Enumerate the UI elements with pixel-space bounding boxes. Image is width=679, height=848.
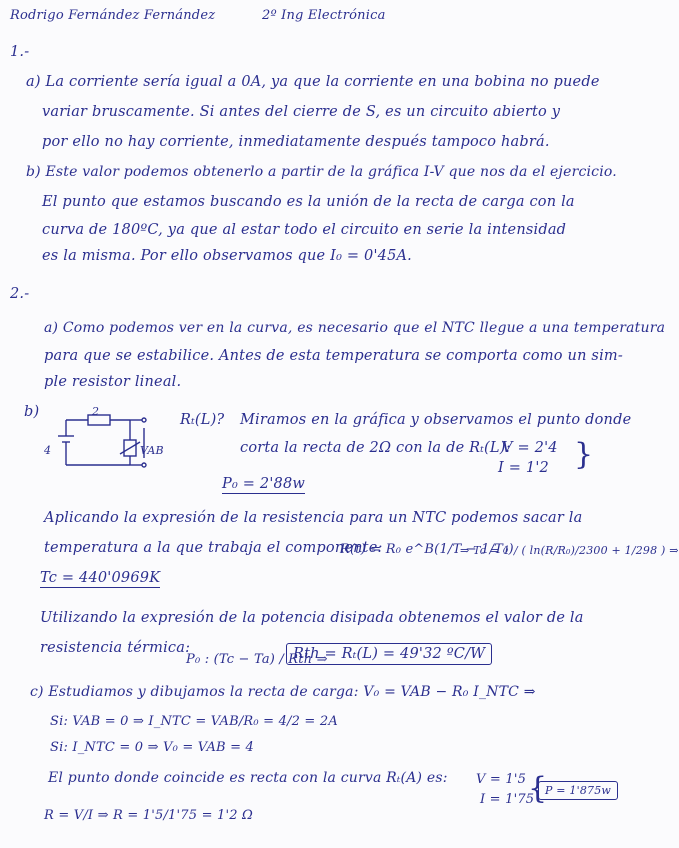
brace: } xyxy=(574,437,594,472)
ntc-equation: R(t) = R₀ e^B(1/T − 1/T₀) xyxy=(340,542,514,557)
ex1-b-line-1: b) Este valor podemos obtenerlo a partir de la gráfica I-V que nos da el ejercicio. xyxy=(26,164,617,180)
ex2-b-text-2: corta la recta de 2Ω con la de Rₜ(L): xyxy=(240,440,511,456)
ex2-c-line-1: Aplicando la expresión de la resistencia para un NTC podemos sacar la xyxy=(44,510,583,526)
ex1-b-line-3: curva de 180ºC, ya que al estar todo el circuito en serie la intensidad xyxy=(42,222,567,238)
ex2-b-current: I = 1'2 xyxy=(498,460,549,476)
power-result: P₀ = 2'88w xyxy=(222,476,306,492)
temperature-result: Tc = 440'0969K xyxy=(40,570,161,586)
thermal-resistance-result: Rth = Rₜ(L) = 49'32 ºC/W xyxy=(286,643,492,665)
ex2-a-line-2: para que se estabilice. Antes de esta temperatura se comporta como un sim- xyxy=(44,348,623,364)
ex2-e-line-2: Si: VAB = 0 ⇒ I_NTC = VAB/R₀ = 4/2 = 2A xyxy=(50,714,338,729)
ex2-e-line-1: c) Estudiamos y dibujamos la recta de carga: V₀ = VAB − R₀ I_NTC ⇒ xyxy=(30,684,536,700)
exercise-1-number: 1.- xyxy=(10,44,30,60)
ex2-d-line-2: resistencia térmica: xyxy=(40,640,191,656)
ex2-b-voltage: V = 2'4 xyxy=(502,440,558,456)
ex2-d-line-1: Utilizando la expresión de la potencia disipada obtenemos el valor de la xyxy=(40,610,584,626)
ex1-b-line-2: El punto que estamos buscando es la unión de la recta de carga con la xyxy=(42,194,575,210)
author-name: Rodrigo Fernández Fernández xyxy=(10,8,216,23)
thermal-power-equation: P₀ : (Tc − Ta) / Rth ⇒ xyxy=(186,652,328,667)
ex2-b-text-1: Miramos en la gráfica y observamos el punto donde xyxy=(240,412,632,428)
ex1-a-line-1: a) La corriente sería igual a 0A, ya que la corriente en una bobina no puede xyxy=(26,74,600,90)
ex2-a-line-1: a) Como podemos ver en la curva, es necesario que el NTC llegue a una temperatura xyxy=(44,320,666,336)
ex2-c-line-2: temperatura a la que trabaja el componente: xyxy=(44,540,383,556)
ex2-e-line-3: Si: I_NTC = 0 ⇒ V₀ = VAB = 4 xyxy=(50,740,255,755)
ex2-f-power: P = 1'875w xyxy=(538,781,618,800)
ex2-a-line-3: ple resistor lineal. xyxy=(44,374,182,390)
ex2-f-current: I = 1'75 xyxy=(480,792,535,807)
temperature-equation: ⇒ Tc = 1 / ( ln(R/R₀)/2300 + 1/298 ) ⇒ xyxy=(460,544,679,557)
ex2-f-line-1: El punto donde coincide es recta con la curva Rₜ(A) es: xyxy=(48,770,448,786)
circuit-vab-label: VAB xyxy=(140,444,164,457)
ex1-a-line-3: por ello no hay corriente, inmediatamente después tampoco habrá. xyxy=(42,134,550,150)
ex2-f-voltage: V = 1'5 xyxy=(476,772,527,787)
course-name: 2º Ing Electrónica xyxy=(262,8,386,23)
ex1-a-line-2: variar bruscamente. Si antes del cierre de S, es un circuito abierto y xyxy=(42,104,561,120)
ex2-b-question: Rₜ(L)? xyxy=(180,412,225,428)
ex2-b-label: b) xyxy=(24,404,40,420)
ex2-f-line-2: R = V/I ⇒ R = 1'5/1'75 = 1'2 Ω xyxy=(44,808,254,823)
circuit-resistor-value: 2 xyxy=(92,405,100,418)
ex1-b-line-4: es la misma. Por ello observamos que I₀ = 0'45A. xyxy=(42,248,412,264)
circuit-source-value: 4 xyxy=(44,444,52,457)
brace: { xyxy=(528,771,548,806)
exercise-2-number: 2.- xyxy=(10,286,30,302)
